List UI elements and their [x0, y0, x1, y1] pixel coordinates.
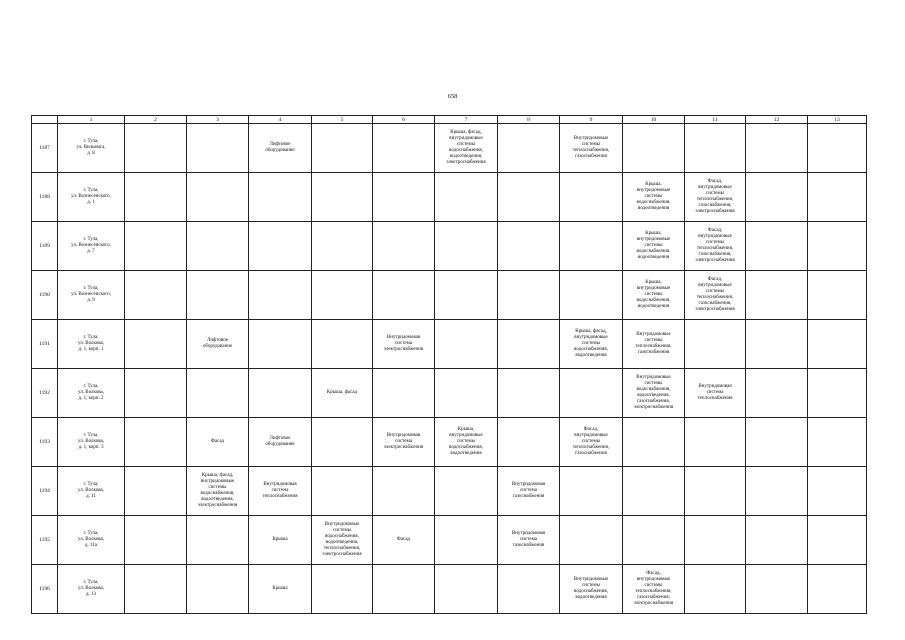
table-row	[32, 467, 867, 516]
row-number: 1187	[32, 124, 58, 173]
work-cell-c7	[435, 418, 498, 467]
work-cell-c9	[560, 271, 623, 320]
column-header-11: 11	[685, 116, 746, 124]
work-cell-c4	[249, 124, 312, 173]
work-cell-c9	[560, 369, 623, 418]
work-cell-c2	[125, 418, 187, 467]
work-cell-c3	[187, 369, 249, 418]
work-cell-c6	[373, 516, 435, 565]
work-text: Лифтовое оборудование	[265, 436, 295, 447]
work-cell-c6	[373, 124, 435, 173]
address-cell	[58, 222, 125, 271]
row-number: 1194	[32, 467, 58, 516]
table-row	[32, 271, 867, 320]
work-cell-c8	[498, 124, 560, 173]
work-cell-c10	[623, 271, 685, 320]
work-cell-c6	[373, 467, 435, 516]
address-cell	[58, 369, 125, 418]
work-cell-c7	[435, 565, 498, 614]
row-number: 1189	[32, 222, 58, 271]
work-text: Внутридомовые системы теплоснабжения, газоснабжения	[572, 136, 610, 159]
work-cell-c10	[623, 222, 685, 271]
table-row	[32, 565, 867, 614]
work-cell-c4	[249, 516, 312, 565]
address-text: г. Тула, ул. Вознесенского, д. 7	[71, 237, 111, 254]
table-row	[32, 418, 867, 467]
column-header-9: 9	[560, 116, 623, 124]
work-cell-c10	[623, 124, 685, 173]
work-cell-c6	[373, 320, 435, 369]
address-text: г. Тула, ул. Волкова, д. 13	[78, 580, 104, 597]
work-cell-c9	[560, 418, 623, 467]
work-cell-c6	[373, 369, 435, 418]
column-header-10: 10	[623, 116, 685, 124]
work-cell-c5	[312, 320, 373, 369]
address-cell	[58, 467, 125, 516]
work-cell-c10	[623, 516, 685, 565]
work-cell-c13	[808, 369, 867, 418]
work-cell-c12	[746, 173, 808, 222]
work-cell-c8	[498, 467, 560, 516]
work-cell-c7	[435, 271, 498, 320]
work-text: Крыша, фасад, внутридомовые системы водоснабжения, водоотведения	[574, 329, 608, 358]
work-cell-c13	[808, 222, 867, 271]
work-cell-c13	[808, 320, 867, 369]
work-text: Внутридомовая система электроснабжения	[383, 335, 424, 352]
column-header-1: 1	[58, 116, 125, 124]
work-cell-c2	[125, 173, 187, 222]
work-cell-c8	[498, 173, 560, 222]
work-text: Крыша, фасад, внутридомовые системы водоснабжения, водоотведения, электроснабжения	[197, 473, 238, 508]
work-cell-c8	[498, 516, 560, 565]
work-text: Внутридомовые системы водоснабжения, водоотведения, газоснабжения, электроснабжения	[633, 375, 674, 410]
work-text: Лифтовое оборудование	[265, 142, 295, 153]
work-cell-c12	[746, 271, 808, 320]
work-cell-c13	[808, 418, 867, 467]
work-cell-c4	[249, 173, 312, 222]
work-cell-c3	[187, 320, 249, 369]
work-cell-c6	[373, 173, 435, 222]
work-cell-c5	[312, 467, 373, 516]
work-cell-c8	[498, 271, 560, 320]
work-cell-c3	[187, 173, 249, 222]
column-header-12: 12	[746, 116, 808, 124]
work-cell-c3	[187, 516, 249, 565]
address-cell	[58, 124, 125, 173]
work-cell-c7	[435, 320, 498, 369]
work-cell-c12	[746, 320, 808, 369]
work-cell-c10	[623, 369, 685, 418]
work-text: Внутридомовая система газоснабжения	[511, 482, 546, 499]
work-cell-c9	[560, 516, 623, 565]
column-header-7: 7	[435, 116, 498, 124]
work-text: Крыша, внутридомовые системы водоснабжения, водоотведения	[636, 231, 671, 260]
work-cell-c13	[808, 565, 867, 614]
table-row	[32, 124, 867, 173]
work-cell-c3	[187, 271, 249, 320]
address-text: г. Тула, ул. Вознесенского, д. 9	[71, 286, 111, 303]
work-cell-c6	[373, 271, 435, 320]
table-row	[32, 320, 867, 369]
work-text: Фасад, внутридомовые системы теплоснабжения, газоснабжения, электроснабжения	[633, 571, 674, 606]
address-cell	[58, 418, 125, 467]
work-text: Фасад	[396, 537, 411, 542]
work-cell-c7	[435, 369, 498, 418]
row-number: 1190	[32, 271, 58, 320]
table-body	[32, 124, 867, 614]
work-cell-c9	[560, 565, 623, 614]
work-cell-c13	[808, 467, 867, 516]
work-cell-c11	[685, 369, 746, 418]
address-text: г. Тула, ул. Волкова, д. 11а	[78, 531, 104, 548]
address-text: г. Тула, ул. Вильямса, д. 8	[76, 139, 106, 156]
address-cell	[58, 565, 125, 614]
work-cell-c8	[498, 418, 560, 467]
work-text: Внутридомовая система электроснабжения	[383, 433, 424, 450]
address-cell	[58, 320, 125, 369]
work-cell-c12	[746, 467, 808, 516]
row-number: 1191	[32, 320, 58, 369]
work-text: Внутридомовые системы теплоснабжения, газоснабжения	[635, 332, 672, 355]
work-cell-c12	[746, 516, 808, 565]
work-cell-c5	[312, 173, 373, 222]
work-cell-c7	[435, 124, 498, 173]
work-cell-c13	[808, 516, 867, 565]
work-cell-c9	[560, 124, 623, 173]
work-text: Крыша	[272, 586, 288, 591]
work-cell-c4	[249, 565, 312, 614]
work-text: Крыша, фасад	[326, 390, 358, 395]
work-text: Крыша, внутридомовые системы водоснабжения, водоотведения	[636, 182, 671, 211]
work-cell-c13	[808, 173, 867, 222]
work-cell-c9	[560, 222, 623, 271]
header-cell-row-num	[32, 116, 58, 124]
work-cell-c10	[623, 418, 685, 467]
address-text: г. Тула, ул. Волкова, д. 1, корп. 1	[78, 335, 104, 352]
work-cell-c2	[125, 565, 187, 614]
work-cell-c8	[498, 565, 560, 614]
work-cell-c6	[373, 565, 435, 614]
work-cell-c8	[498, 369, 560, 418]
work-cell-c12	[746, 565, 808, 614]
work-cell-c3	[187, 222, 249, 271]
work-cell-c7	[435, 222, 498, 271]
column-header-4: 4	[249, 116, 312, 124]
work-cell-c5	[312, 565, 373, 614]
row-number: 1188	[32, 173, 58, 222]
work-text: Крыша	[272, 537, 288, 542]
work-text: Внутридомовые системы водоснабжения, водоотведения	[573, 577, 609, 600]
work-cell-c9	[560, 320, 623, 369]
work-cell-c11	[685, 516, 746, 565]
column-header-8: 8	[498, 116, 560, 124]
work-text: Фасад, внутридомовые системы теплоснабжения, газоснабжения	[572, 427, 610, 456]
work-cell-c2	[125, 320, 187, 369]
work-text: Фасад, внутридомовые системы теплоснабжения, газоснабжения, электроснабжения	[695, 179, 735, 214]
work-cell-c2	[125, 271, 187, 320]
work-cell-c7	[435, 516, 498, 565]
column-header-2: 2	[125, 116, 187, 124]
address-text: г. Тула, ул. Волкова, д. 1, корп. 3	[78, 433, 104, 450]
work-cell-c11	[685, 124, 746, 173]
work-cell-c11	[685, 222, 746, 271]
work-text: Внутридомовые системы водоснабжения, водоотведения, теплоснабжения, электроснабжения	[322, 522, 362, 557]
work-text: Внутридомовая система газоснабжения	[511, 531, 546, 548]
address-cell	[58, 173, 125, 222]
address-text: г. Тула, ул. Вознесенского, д. 1	[71, 188, 111, 205]
work-text: Фасад, внутридомовые системы теплоснабжения, газоснабжения, электроснабжения	[695, 228, 735, 263]
work-text: Крыша, фасад, внутридомовые системы водоснабжения, водоотведения, электроснабжения	[446, 130, 486, 165]
work-cell-c6	[373, 418, 435, 467]
work-cell-c13	[808, 271, 867, 320]
work-cell-c2	[125, 222, 187, 271]
address-cell	[58, 271, 125, 320]
work-text: Лифтовое оборудование	[202, 338, 233, 349]
work-cell-c5	[312, 418, 373, 467]
work-cell-c10	[623, 565, 685, 614]
work-cell-c3	[187, 418, 249, 467]
column-header-13: 13	[808, 116, 867, 124]
work-text: Внутридомовая система теплоснабжения	[262, 482, 298, 499]
repair-schedule-table	[31, 115, 867, 614]
work-text: Фасад, внутридомовые системы теплоснабжения, газоснабжения, электроснабжения	[695, 277, 735, 312]
row-number: 1195	[32, 516, 58, 565]
column-header-5: 5	[312, 116, 373, 124]
work-cell-c10	[623, 173, 685, 222]
work-cell-c2	[125, 516, 187, 565]
work-cell-c11	[685, 467, 746, 516]
address-cell	[58, 516, 125, 565]
work-cell-c5	[312, 124, 373, 173]
work-cell-c12	[746, 124, 808, 173]
work-cell-c7	[435, 467, 498, 516]
work-cell-c3	[187, 565, 249, 614]
table-row	[32, 222, 867, 271]
work-cell-c4	[249, 369, 312, 418]
work-cell-c11	[685, 418, 746, 467]
work-cell-c12	[746, 369, 808, 418]
work-cell-c2	[125, 124, 187, 173]
work-text: Крыша, внутридомовые системы водоснабжения, водоотведения	[449, 427, 483, 456]
work-cell-c3	[187, 467, 249, 516]
work-cell-c6	[373, 222, 435, 271]
work-cell-c5	[312, 516, 373, 565]
work-cell-c12	[746, 222, 808, 271]
work-cell-c4	[249, 320, 312, 369]
address-text: г. Тула, ул. Волкова, д. 11	[78, 482, 104, 499]
work-cell-c10	[623, 320, 685, 369]
work-cell-c9	[560, 467, 623, 516]
work-cell-c4	[249, 418, 312, 467]
work-cell-c5	[312, 271, 373, 320]
work-cell-c13	[808, 124, 867, 173]
work-text: Фасад	[210, 439, 225, 444]
table-row	[32, 173, 867, 222]
work-cell-c5	[312, 222, 373, 271]
row-number: 1192	[32, 369, 58, 418]
work-cell-c4	[249, 222, 312, 271]
work-cell-c8	[498, 320, 560, 369]
work-text: Внутридомовая система теплоснабжения	[697, 384, 733, 401]
work-cell-c3	[187, 124, 249, 173]
work-cell-c11	[685, 271, 746, 320]
work-cell-c11	[685, 565, 746, 614]
work-cell-c2	[125, 467, 187, 516]
column-header-3: 3	[187, 116, 249, 124]
work-cell-c4	[249, 271, 312, 320]
address-text: г. Тула, ул. Волкова, д. 1, корп. 2	[78, 384, 104, 401]
table-row	[32, 369, 867, 418]
work-cell-c4	[249, 467, 312, 516]
work-cell-c2	[125, 369, 187, 418]
work-cell-c9	[560, 173, 623, 222]
work-cell-c12	[746, 418, 808, 467]
column-number-row	[32, 116, 867, 124]
page-number: 658	[447, 93, 458, 100]
table-row	[32, 516, 867, 565]
row-number: 1193	[32, 418, 58, 467]
work-cell-c10	[623, 467, 685, 516]
column-header-6: 6	[373, 116, 435, 124]
work-cell-c8	[498, 222, 560, 271]
work-cell-c11	[685, 320, 746, 369]
row-number: 1196	[32, 565, 58, 614]
work-cell-c7	[435, 173, 498, 222]
work-cell-c11	[685, 173, 746, 222]
work-text: Крыша, внутридомовые системы водоснабжения, водоотведения	[636, 280, 671, 309]
work-cell-c5	[312, 369, 373, 418]
